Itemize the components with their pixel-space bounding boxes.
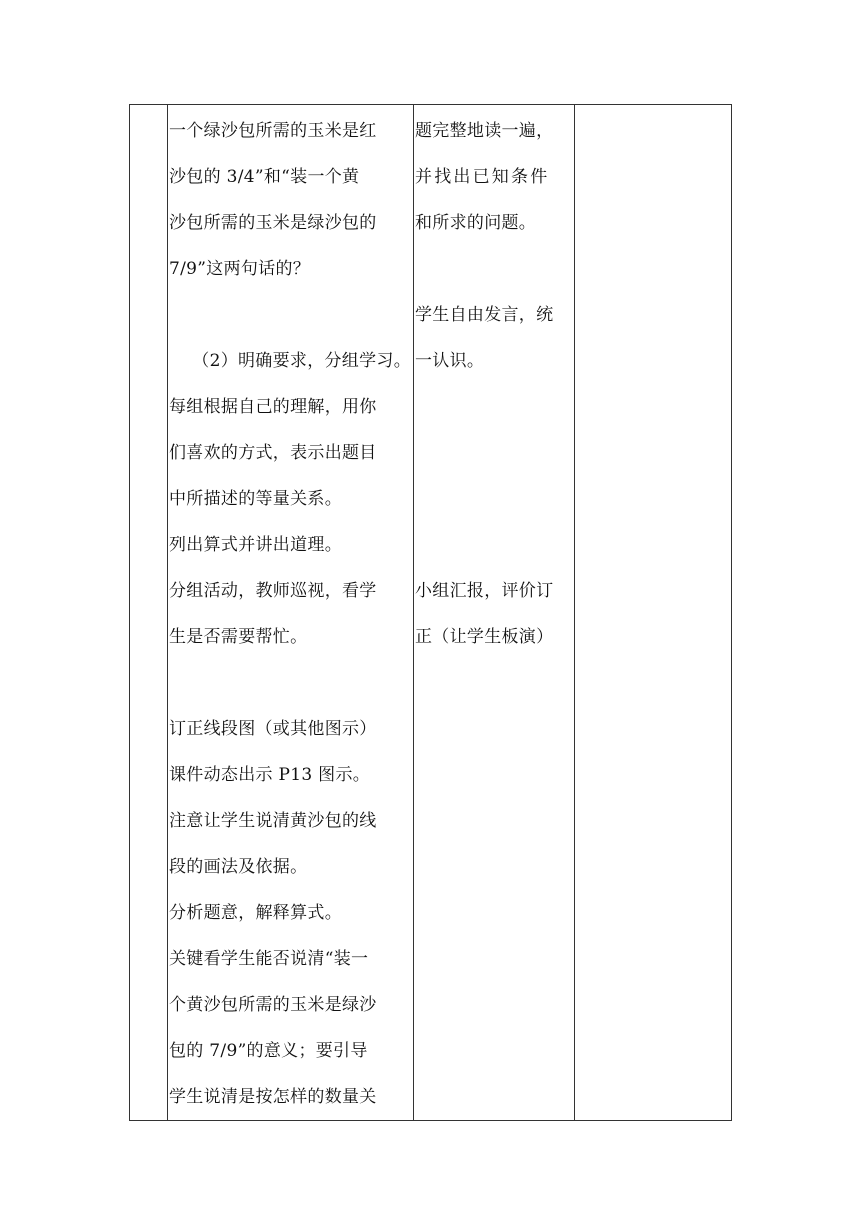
teacher-line: 关键看学生能否说清“装一: [169, 949, 369, 969]
student-line: 题完整地读一遍，: [415, 121, 554, 141]
teacher-activity-text: [168, 105, 413, 1120]
teacher-line: 个黄沙包所需的玉米是绿沙: [169, 995, 377, 1015]
teacher-line: 每组根据自己的理解，用你: [169, 397, 377, 417]
student-line: [414, 430, 574, 476]
notes-column-cell: [575, 105, 732, 1121]
teacher-line: 生是否需要帮忙。: [169, 627, 308, 647]
teacher-line: 们喜欢的方式，表示出题目: [169, 443, 377, 463]
teacher-line: 中所描述的等量关系。: [169, 489, 342, 509]
teacher-line: 列出算式并讲出道理。: [169, 535, 342, 555]
student-line: [414, 384, 574, 430]
student-activity-cell: [414, 105, 575, 1121]
teacher-line: 一个绿沙包所需的玉米是红: [169, 121, 377, 141]
teacher-line: [168, 660, 413, 706]
stage-column-cell: [130, 105, 168, 1121]
student-line: [414, 522, 574, 568]
teacher-line: [168, 292, 413, 338]
student-activity-text: [414, 105, 574, 660]
teacher-line: 沙包的 3/4”和“装一个黄: [169, 167, 360, 187]
teacher-line: 订正线段图（或其他图示）: [169, 719, 377, 739]
teacher-line: 段的画法及依据。: [169, 857, 308, 877]
teacher-line: 课件动态出示 P13 图示。: [169, 765, 371, 785]
teacher-line: 分组活动，教师巡视，看学: [169, 581, 377, 601]
teacher-line: 注意让学生说清黄沙包的线: [169, 811, 377, 831]
student-line: [414, 476, 574, 522]
table-row: [130, 105, 732, 1121]
teacher-line: 沙包所需的玉米是绿沙包的: [169, 213, 377, 233]
teacher-line: （2）明确要求，分组学习。: [192, 351, 411, 371]
teacher-line: 7/9”这两句话的？: [169, 259, 311, 279]
student-line: 小组汇报，评价订: [415, 581, 554, 601]
student-line: [414, 246, 574, 292]
student-line: 一认识。: [415, 351, 485, 371]
teacher-line: 分析题意，解释算式。: [169, 903, 342, 923]
teacher-activity-cell: [168, 105, 414, 1121]
student-line: 学生自由发言，统: [415, 305, 554, 325]
teacher-line: 包的 7/9”的意义；要引导: [169, 1041, 368, 1061]
lesson-plan-table: [129, 104, 732, 1121]
student-line: 正（让学生板演）: [415, 627, 554, 647]
student-line: 并找出已知条件: [415, 167, 550, 187]
teacher-line: 学生说清是按怎样的数量关: [169, 1087, 377, 1107]
student-line: 和所求的问题。: [415, 213, 537, 233]
